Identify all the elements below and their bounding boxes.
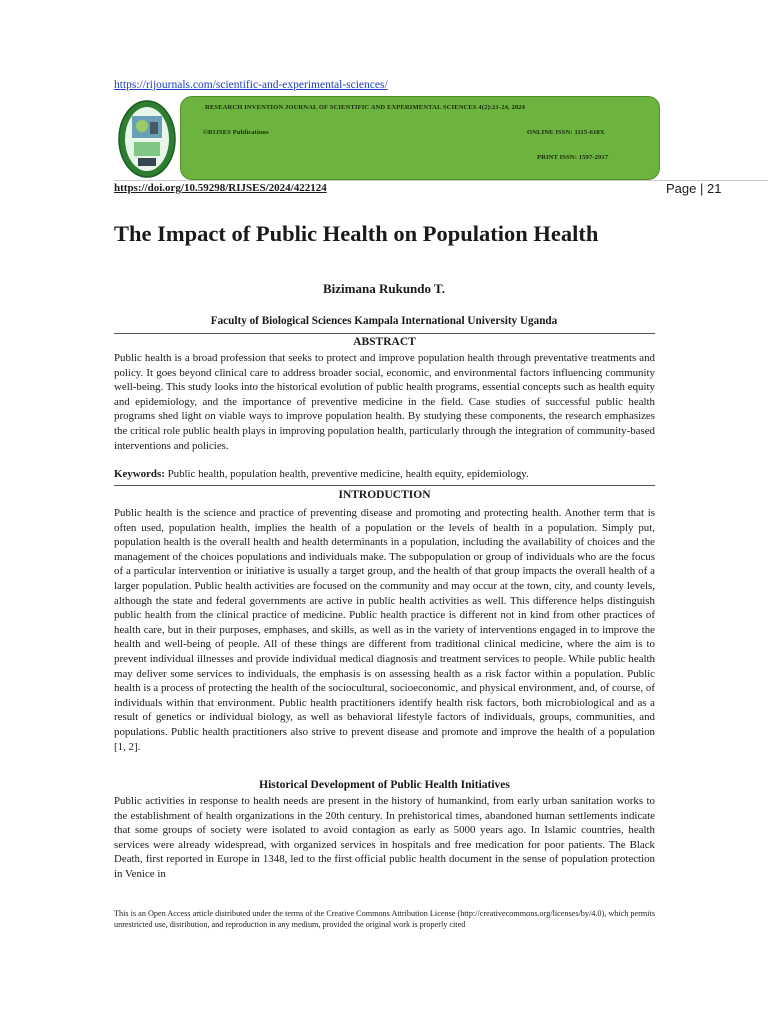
abstract-heading: ABSTRACT (353, 336, 416, 348)
article-title: The Impact of Public Health on Population Health (114, 221, 599, 246)
history-heading: Historical Development of Public Health Initiatives (259, 779, 510, 791)
banner-print-issn: PRINT ISSN: 1597-2917 (537, 154, 609, 161)
keywords-text: Public health, population health, preventive medicine, health equity, epidemiology. (167, 468, 529, 480)
author-affiliation: Faculty of Biological Sciences Kampala International University Uganda (210, 315, 558, 327)
journal-url-link[interactable]: https://rijournals.com/scientific-and-experimental-sciences/ (114, 79, 388, 91)
doi-link[interactable]: https://doi.org/10.59298/RIJSES/2024/422124 (114, 182, 327, 194)
keywords-line (114, 467, 655, 482)
introduction-heading: INTRODUCTION (338, 489, 431, 501)
license-footer: This is an Open Access article distributed under the terms of the Creative Commons Attribution License (http://creativecommons.org/licenses/by/4.0), which permits unrestricted use, distribution, and reproduction in any medium, provided the original work is properly cited (114, 909, 655, 930)
article-author: Bizimana Rukundo T. (323, 281, 445, 296)
keywords-label: Keywords: (114, 468, 165, 480)
banner-publisher: ©RIJSES Publications (203, 129, 269, 136)
journal-banner (180, 96, 660, 180)
banner-journal-name: RESEARCH INVENTION JOURNAL OF SCIENTIFIC AND EXPERIMENTAL SCIENCES 4(2):21-24, 2024 (205, 104, 526, 111)
history-text: Public activities in response to health needs are present in the history of humankind, from early urban sanitation works to the establishment of health organizations in the 20th century. In prehistorical times, abandoned human settlements indicate that some groups of society were isolated to avoid contagion as early as 5000 years ago. In Islamic countries, health services were already widespread, with organized services in hospitals and free medication for poor patients. The Black Death, first reported in Europe in 1348, led to the first official public health document in the sense of population protection in Venice in (114, 795, 655, 880)
journal-cover-logo (116, 98, 178, 180)
banner-online-issn: ONLINE ISSN: 1115-618X (527, 129, 605, 136)
abstract-bottom-rule (114, 485, 655, 486)
introduction-text: Public health is the science and practice of preventing disease and promoting and protecting health. Another term that is often used, population health, implies the health of a population or the levels of health in a population. Simply put, population health is the overall health and health determinants in a population, including the availability of choices and the management of the choices populations and individuals make. The subpopulation or group of individuals who are the focus of a particular intervention or initiative is usually a target group, and the health of that group impacts the overall health of a larger population. Public health activities are focused on the community and may occur at the town, city, and county levels, although the state and federal governments are active in public health activities as well. This difference helps distinguish public health from the clinical practice of medicine. Public health practice is different not in kind from other practices of health care, but in their purposes, emphases, and skills, as well as in the variety of interventions engaged in to improve the health and well-being of people. All of these things are different from traditional clinical medicine, where the aim is to prevent individual illnesses and provide individual medical diagnosis and treatment services to people. While public health may deliver some services to individuals, the emphasis is on assessing health as a risk factor within a population. Public health is a process of protecting the health of the sociocultural, socioeconomic, and physical environment, and, of course, of individuals within that environment. Public health practitioners identify health risk factors, both microbiological and as a result of genetics or individual biology, as well as behavioral lifestyle factors of individuals, groups, communities, and populations. Public health practitioners also strive to prevent disease and promote and improve the health of a population [1, 2]. (114, 507, 655, 753)
page-number: Page | 21 (666, 181, 722, 196)
abstract-top-rule (114, 333, 655, 334)
abstract-text: Public health is a broad profession that seeks to protect and improve population health through preventative treatments and policy. It goes beyond clinical care to address broader social, economic, and environmental factors influencing community well-being. This study looks into the historical evolution of public health programs, essential concepts such as health equity and epidemiology, and the importance of preventive medicine in the field. Case studies of successful public health programs shed light on viable ways to improve population health. By studying these components, the research emphasizes the critical role public health plays in improving population health, particularly through the integration of community-based interventions and policies. (114, 352, 655, 452)
